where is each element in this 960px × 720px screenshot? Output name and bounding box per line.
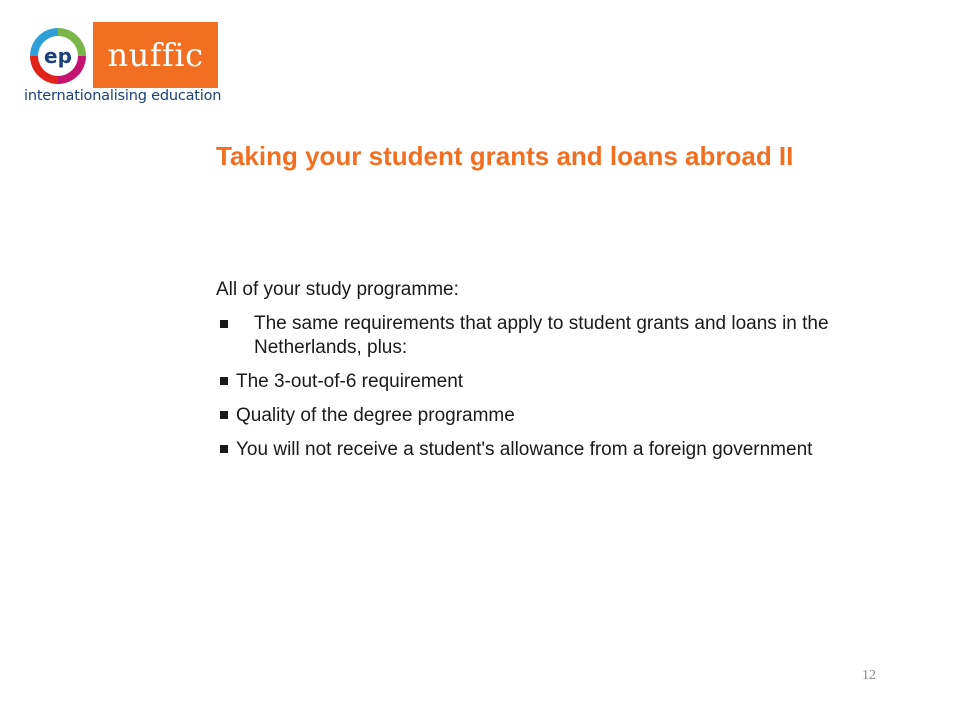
slide-body xyxy=(216,278,866,472)
logo-tagline: internationalising education xyxy=(24,88,222,104)
square-bullet-icon xyxy=(220,377,228,385)
ep-logo-mark xyxy=(26,24,90,88)
intro-text: All of your study programme: xyxy=(216,279,459,300)
nuffic-wordmark: nuffic xyxy=(93,22,218,88)
slide-title: Taking your student grants and loans abroad II xyxy=(216,141,794,171)
square-bullet-icon xyxy=(220,445,228,453)
list-item xyxy=(216,404,866,428)
list-item xyxy=(216,370,866,394)
list-item-text: You will not receive a student's allowance from a foreign government xyxy=(236,439,813,460)
list-item xyxy=(216,438,866,462)
square-bullet-icon xyxy=(220,411,228,419)
page-number: 12 xyxy=(862,668,876,683)
list-item-text: Quality of the degree programme xyxy=(236,405,515,426)
bullet-list xyxy=(216,312,866,462)
list-item-text: The 3-out-of-6 requirement xyxy=(236,371,464,392)
list-item-text: The same requirements that apply to student grants and loans in the Netherlands, plus: xyxy=(254,313,829,358)
list-item xyxy=(216,312,866,360)
ep-logo-text: ep xyxy=(44,44,72,68)
nuffic-logo xyxy=(24,22,224,112)
square-bullet-icon xyxy=(220,320,228,328)
